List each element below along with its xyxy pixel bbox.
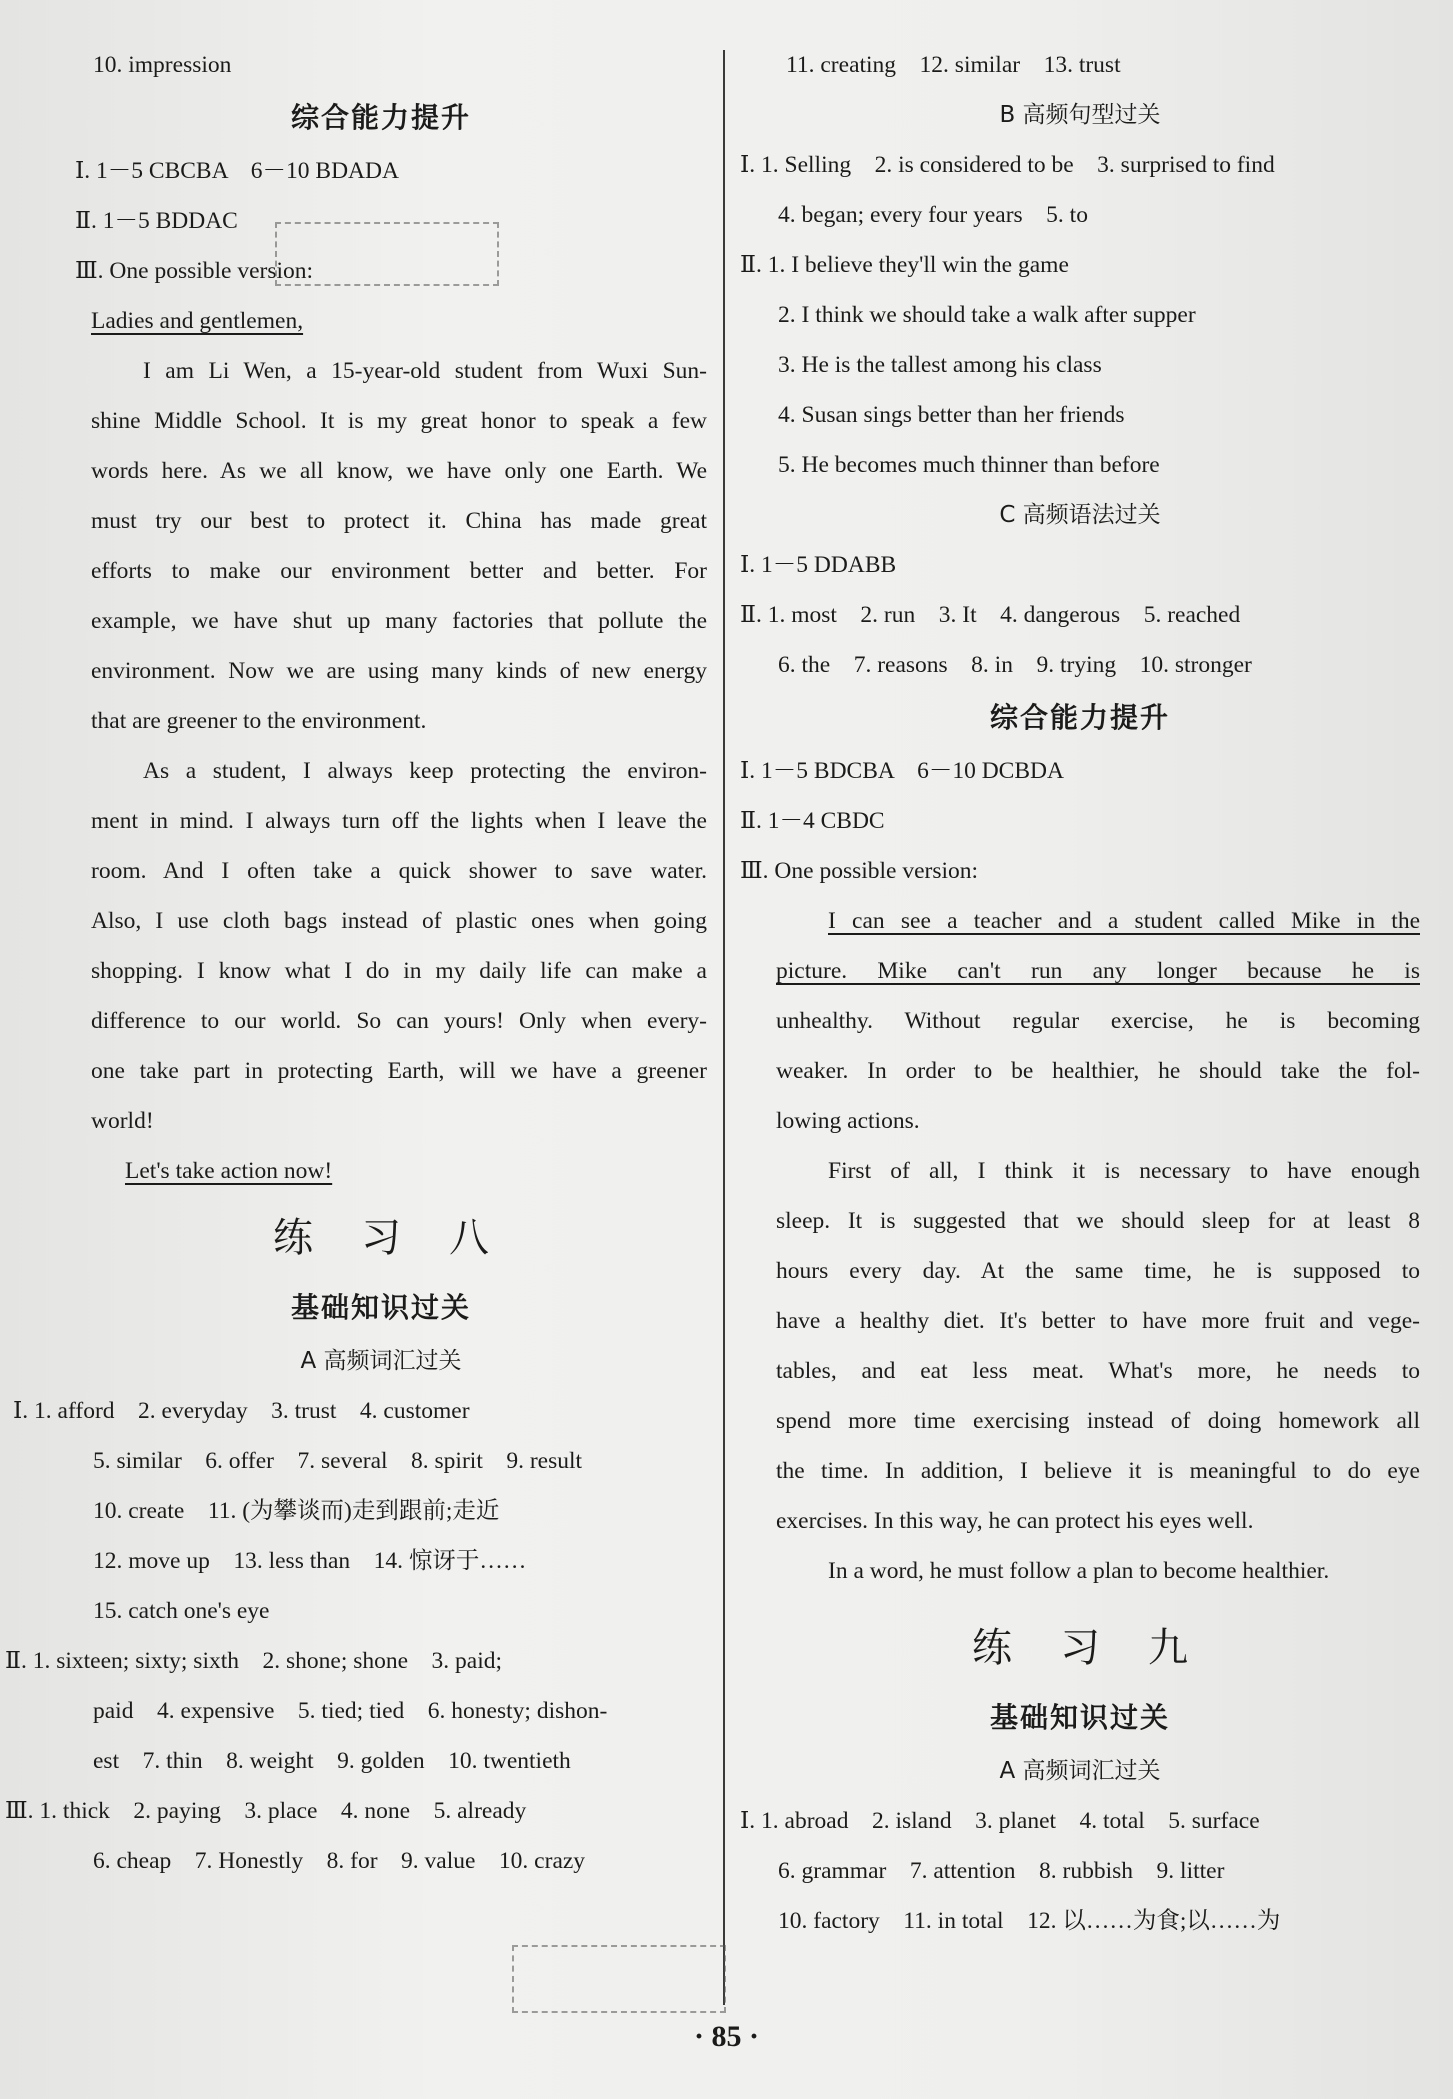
answer-line: 4. began; every four years 5. to [778,202,1088,228]
answer-line: 4. Susan sings better than her friends [778,402,1125,428]
answer-line: 6. the 7. reasons 8. in 9. trying 10. stronger [778,652,1252,678]
answer-line: Ⅰ. 1－5 CBCBA 6－10 BDADA [75,158,399,184]
essay-line: unhealthy. Without regular exercise, he is becoming [776,1008,1420,1034]
essay-line: lowing actions. [776,1108,920,1134]
answer-line: Ⅰ. 1－5 BDCBA 6－10 DCBDA [740,758,1064,784]
answer-line: 15. catch one's eye [93,1598,270,1624]
section-title: 基础知识过关 [989,1701,1170,1734]
essay-line: ment in mind. I always turn off the lights when I leave the [91,808,707,834]
answer-line: 5. similar 6. offer 7. several 8. spirit 9. result [93,1448,583,1474]
page-number: · 85 · [693,2020,759,2053]
answer-line: 12. move up 13. less than 14. 惊讶于…… [93,1548,527,1574]
essay-line: As a student, I always keep protecting the environ- [143,758,707,784]
essay-line [740,946,1420,996]
subsection-title: B 高频句型过关 [999,102,1161,128]
answer-line: 10. factory 11. in total 12. 以……为食;以……为 [778,1908,1281,1934]
essay-line: have a healthy diet. It's better to have more fruit and vege- [776,1308,1420,1334]
answer-line: 6. grammar 7. attention 8. rubbish 9. litter [778,1858,1225,1884]
essay-line: efforts to make our environment better and better. For [91,558,707,584]
essay-paragraph-1 [740,896,1420,1146]
essay-line: shopping. I know what I do in my daily life can make a [91,958,707,984]
essay-closing [55,1146,707,1196]
essay-line: shine Middle School. It is my great honor to speak a few [91,408,707,434]
answer-line: Ⅱ. 1. most 2. run 3. It 4. dangerous 5. reached [740,602,1241,628]
left-column [5,40,707,1886]
essay-closing-text: Let's take action now! [125,1158,333,1184]
answer-line: 2. I think we should take a walk after supper [778,302,1196,328]
essay-line: hours every day. At the same time, he is supposed to [776,1258,1420,1284]
answer-line: Ⅱ. 1－4 CBDC [740,808,885,834]
essay-greeting-text: Ladies and gentlemen, [91,308,304,334]
practice-title: 练习九 [972,1625,1236,1671]
essay-line: First of all, I think it is necessary to have enough [828,1158,1420,1184]
answer-line: 5. He becomes much thinner than before [778,452,1160,478]
essay-line: weaker. In order to be healthier, he should take the fol- [776,1058,1420,1084]
stamp-mark [512,1945,726,2013]
section-title: 综合能力提升 [290,101,471,134]
essay-paragraph-1 [55,346,707,746]
answer-line: Ⅰ. 1－5 DDABB [740,552,897,578]
answer-line: est 7. thin 8. weight 9. golden 10. twentieth [93,1748,571,1774]
answer-line: 11. creating 12. similar 13. trust [786,52,1121,78]
essay-line: exercises. In this way, he can protect his eyes well. [776,1508,1254,1534]
answer-line: 3. He is the tallest among his class [778,352,1102,378]
essay-line: room. And I often take a quick shower to save water. [91,858,707,884]
essay-line: the time. In addition, I believe it is meaningful to do eye [776,1458,1420,1484]
practice-title: 练习八 [273,1215,537,1261]
column-divider [723,50,725,2005]
essay-line: In a word, he must follow a plan to become healthier. [828,1558,1330,1584]
essay-line: sleep. It is suggested that we should sleep for at least 8 [776,1208,1420,1234]
essay-line: I am Li Wen, a 15-year-old student from Wuxi Sun- [143,358,707,384]
answer-line: paid 4. expensive 5. tied; tied 6. honesty; dishon- [93,1698,608,1724]
subsection-title: A 高频词汇过关 [300,1348,462,1374]
essay-line: Also, I use cloth bags instead of plastic ones when going [91,908,707,934]
answer-line: Ⅰ. 1. Selling 2. is considered to be 3. surprised to find [740,152,1275,178]
essay-line: world! [91,1108,154,1134]
essay-line: spend more time exercising instead of doing homework all [776,1408,1420,1434]
section-title: 基础知识过关 [290,1291,471,1324]
answer-line: 6. cheap 7. Honestly 8. for 9. value 10. crazy [93,1848,586,1874]
essay-line: must try our best to protect it. China has made great [91,508,707,534]
essay-line: tables, and eat less meat. What's more, he needs to [776,1358,1420,1384]
stamp-mark [275,222,499,286]
answer-line: Ⅱ. 1. sixteen; sixty; sixth 2. shone; shone 3. paid; [5,1648,503,1674]
essay-paragraph-2 [740,1146,1420,1546]
answer-line: Ⅲ. 1. thick 2. paying 3. place 4. none 5. already [5,1798,527,1824]
answer-line: 10. impression [93,52,232,78]
essay-line: environment. Now we are using many kinds of new energy [91,658,707,684]
essay-underlined-text: I can see a teacher and a student called Mike in the [828,908,1420,934]
essay-greeting [55,296,707,346]
answer-line: Ⅲ. One possible version: [740,858,979,884]
answer-line: Ⅲ. One possible version: [75,258,314,284]
essay-line [740,896,1420,946]
essay-underlined-text: picture. Mike can't run any longer because he is [776,958,1420,984]
subsection-title: C 高频语法过关 [999,502,1161,528]
section-title: 综合能力提升 [989,701,1170,734]
answer-line: Ⅱ. 1. I believe they'll win the game [740,252,1069,278]
right-column [740,40,1420,1946]
essay-line: that are greener to the environment. [91,708,427,734]
answer-line: Ⅰ. 1. abroad 2. island 3. planet 4. total 5. surface [740,1808,1260,1834]
answer-line: 10. create 11. (为攀谈而)走到跟前;走近 [93,1498,500,1524]
essay-line: one take part in protecting Earth, will we have a greener [91,1058,707,1084]
essay-line: words here. As we all know, we have only one Earth. We [91,458,707,484]
essay-paragraph-2 [55,746,707,1146]
subsection-title: A 高频词汇过关 [999,1758,1161,1784]
essay-line: example, we have shut up many factories that pollute the [91,608,707,634]
essay-line: difference to our world. So can yours! Only when every- [91,1008,707,1034]
answer-line: Ⅰ. 1. afford 2. everyday 3. trust 4. customer [13,1398,470,1424]
answer-line: Ⅱ. 1－5 BDDAC [75,208,238,234]
